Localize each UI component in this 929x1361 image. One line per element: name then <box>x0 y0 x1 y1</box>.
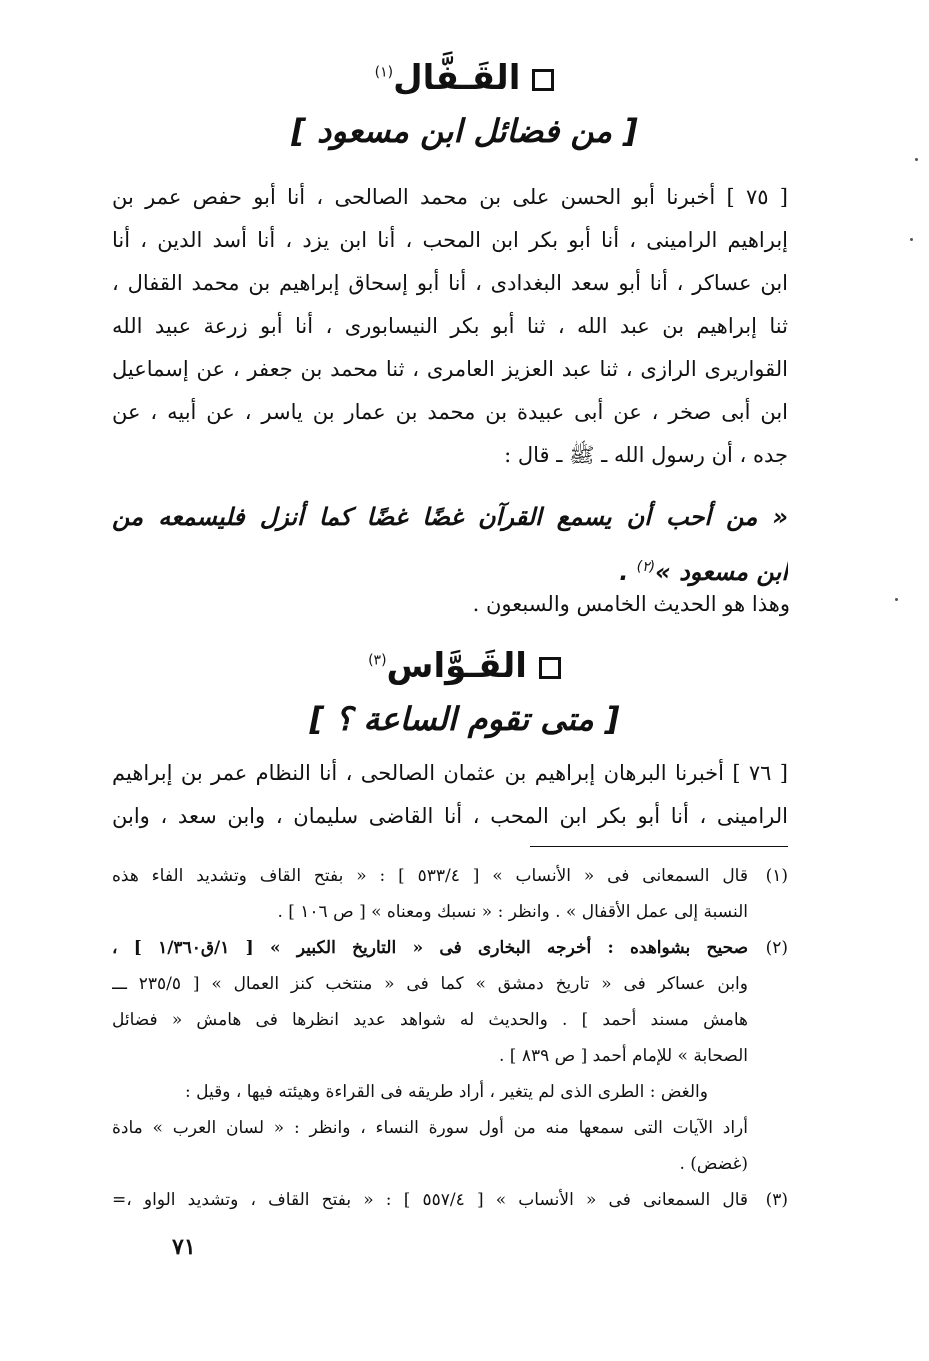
footnote-1-line <box>112 858 788 894</box>
text-line: ابن أبى صخر ، عن أبى عبيدة بن محمد بن عمار بن ياسر ، عن أبيه ، عن <box>112 400 788 424</box>
text-line: ثنا إبراهيم بن عبد الله ، ثنا أبو بكر النيسابورى ، أنا أبو زرعة عبيد الله <box>112 314 788 338</box>
footnote-2-line: (غضض) . <box>679 1154 748 1174</box>
section-subtitle: [ متى تقوم الساعة ؟ ] <box>309 700 620 738</box>
hadith-line-text: ابن مسعود » <box>655 558 788 586</box>
hadith-75-matn <box>112 492 788 592</box>
footnote-marker: (٢) <box>636 559 656 575</box>
footnote-marker: (٣) <box>368 652 387 669</box>
page-number: ٧١ <box>172 1234 196 1260</box>
scan-speck <box>910 238 913 241</box>
footnote-number: (١) <box>765 866 788 886</box>
scan-speck <box>895 598 898 601</box>
section-title-text: القَـفَّال <box>393 58 521 98</box>
hadith-76-isnad <box>112 752 788 838</box>
square-bullet-icon <box>532 69 554 91</box>
footnote-number: (٣) <box>765 1190 788 1210</box>
footnote-1-line: النسبة إلى عمل الأقفال » . وانظر : « نسبك ومعناه » [ ص ١٠٦ ] . <box>277 902 748 922</box>
footnote-2-line: هامش مسند أحمد ] . والحديث له شواهد عديد انظرها فى هامش « فضائل <box>112 1010 748 1030</box>
footnote-separator <box>530 846 788 847</box>
section-title-text: القَـوَّاس <box>386 646 527 686</box>
footnote-2-line: الصحابة » للإمام أحمد [ ص ٨٣٩ ] . <box>498 1046 748 1066</box>
footnote-text: قال السمعانى فى « الأنساب » [ ٥٣٣/٤ ] : « بفتح القاف وتشديد الفاء هذه <box>112 866 748 886</box>
text-line: [ ٧٦ ] أخبرنا البرهان إبراهيم بن عثمان الصالحى ، أنا النظام عمر بن إبراهيم <box>112 761 788 785</box>
hadith-line: « من أحب أن يسمع القرآن غضًا غضًا كما أنزل فليسمعه من <box>112 503 788 531</box>
section-subtitle: [ من فضائل ابن مسعود ] <box>291 112 638 150</box>
text-line: جده ، أن رسول الله ـ ﷺ ـ قال : <box>504 443 788 467</box>
square-bullet-icon <box>539 657 561 679</box>
closing-line: وهذا هو الحديث الخامس والسبعون . <box>472 592 790 616</box>
footnote-text: قال السمعانى فى « الأنساب » [ ٥٥٧/٤ ] : « بفتح القاف ، وتشديد الواو ،= <box>112 1190 748 1210</box>
text-line: [ ٧٥ ] أخبرنا أبو الحسن على بن محمد الصالحى ، أنا أبو حفص عمر بن <box>112 185 788 209</box>
text-line: إبراهيم الرامينى ، أنا أبو بكر ابن المحب ، أنا ابن يزد ، أنا أسد الدين ، أنا <box>112 228 788 252</box>
scan-speck <box>915 158 918 161</box>
footnote-text: صحيح بشواهده : أخرجه البخارى فى « التاريخ الكبير » [ ١/ق١/٣٦٠ ] ، <box>112 938 748 958</box>
section-title-qaffal <box>0 58 929 98</box>
text-line: الرامينى ، أنا أبو بكر ابن المحب ، أنا القاضى سليمان ، وابن سعد ، وابن <box>112 804 788 828</box>
footnote-3-line <box>112 1182 788 1218</box>
footnote-2-line <box>112 930 788 966</box>
hadith-line-end: . <box>619 558 629 586</box>
hadith-75-isnad <box>112 176 788 477</box>
footnote-number: (٢) <box>765 938 788 958</box>
footnote-marker: (١) <box>374 64 394 81</box>
footnote-2-line: وابن عساكر فى « تاريخ دمشق » كما فى « منتخب كنز العمال » [ ٢٣٥/٥ ـــ <box>112 974 748 994</box>
footnote-2-line: أراد الآيات التى سمعها منه من أول سورة النساء ، وانظر : « لسان العرب » مادة <box>112 1118 748 1138</box>
text-line: ابن عساكر ، أنا أبو سعد البغدادى ، أنا أبو إسحاق إبراهيم بن محمد القفال ، <box>112 271 788 295</box>
footnotes <box>112 858 788 1218</box>
section-title-qawwas <box>0 646 929 686</box>
text-line: القواريرى الرازى ، ثنا عبد العزيز العامرى ، ثنا محمد بن جعفر ، عن إسماعيل <box>112 357 788 381</box>
footnote-2-line: والغض : الطرى الذى لم يتغير ، أراد طريقه فى القراءة وهيئته فيها ، وقيل : <box>184 1082 708 1102</box>
